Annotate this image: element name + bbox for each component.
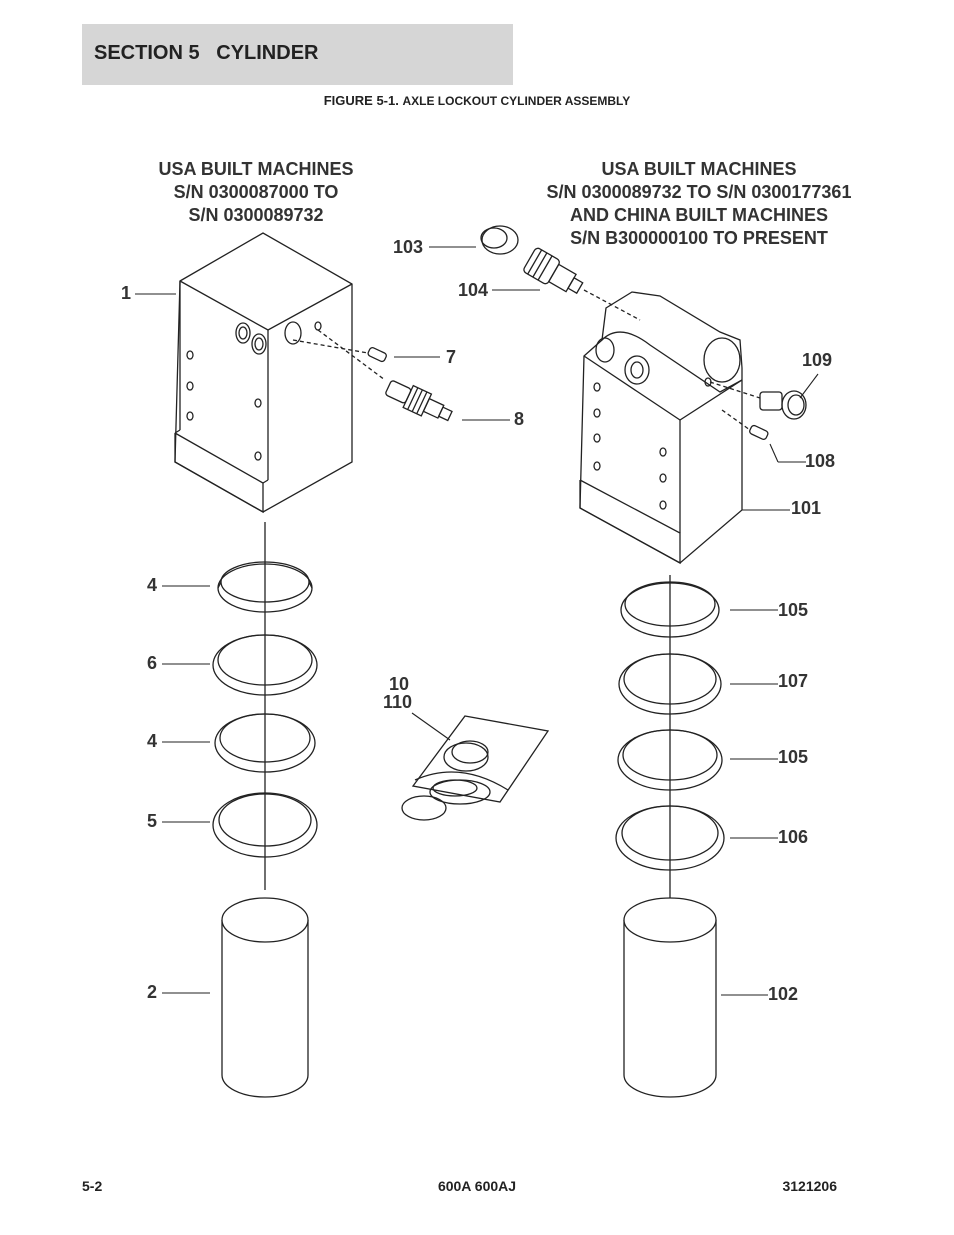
callout-102: 102 (768, 984, 799, 1004)
cylinder-body-right (580, 292, 742, 563)
callout-107: 107 (778, 671, 809, 691)
right-group-line2: S/N 0300089732 TO S/N 0300177361 (546, 182, 852, 202)
footer-model: 600A 600AJ (437, 1178, 517, 1194)
piston-2-left (222, 898, 308, 1097)
left-group-line2: S/N 0300087000 TO (173, 182, 339, 202)
right-group-line3: AND CHINA BUILT MACHINES (570, 205, 828, 225)
callout-4-upper: 4 (147, 575, 158, 595)
callout-101: 101 (791, 498, 822, 518)
callout-10: 10 (389, 674, 410, 694)
fitting-109 (760, 391, 806, 419)
callout-106: 106 (778, 827, 809, 847)
callout-1: 1 (121, 283, 132, 303)
callout-110: 110 (383, 692, 413, 712)
callout-105-upper: 105 (778, 600, 809, 620)
callout-108: 108 (805, 451, 836, 471)
footer-page-number: 5-2 (82, 1178, 103, 1194)
callout-105-lower: 105 (778, 747, 809, 767)
callout-4-lower: 4 (147, 731, 158, 751)
callout-7: 7 (446, 347, 457, 367)
callout-104: 104 (458, 280, 489, 300)
cylinder-body-left (175, 233, 352, 512)
right-group-line4: S/N B300000100 TO PRESENT (570, 228, 828, 248)
section-title: SECTION 5 CYLINDER (94, 42, 319, 64)
callout-109: 109 (802, 350, 833, 370)
callout-5: 5 (147, 811, 158, 831)
seal-kit-bag (402, 716, 548, 820)
figure-number: FIGURE 5-1. (323, 93, 399, 108)
left-group-line1: USA BUILT MACHINES (158, 159, 354, 179)
footer-doc-number: 3121206 (782, 1178, 837, 1194)
valve-8 (383, 376, 455, 426)
right-group-line1: USA BUILT MACHINES (601, 159, 797, 179)
plug-103 (481, 226, 518, 254)
callout-6: 6 (147, 653, 158, 673)
figure-title: AXLE LOCKOUT CYLINDER ASSEMBLY (402, 94, 631, 108)
callout-103: 103 (393, 237, 424, 257)
left-group-line3: S/N 0300089732 (188, 205, 324, 225)
callout-2: 2 (147, 982, 158, 1002)
piston-102-right (624, 898, 716, 1097)
valve-104 (522, 247, 586, 300)
fitting-7 (367, 347, 387, 363)
fitting-108 (749, 425, 769, 441)
callout-8: 8 (514, 409, 525, 429)
